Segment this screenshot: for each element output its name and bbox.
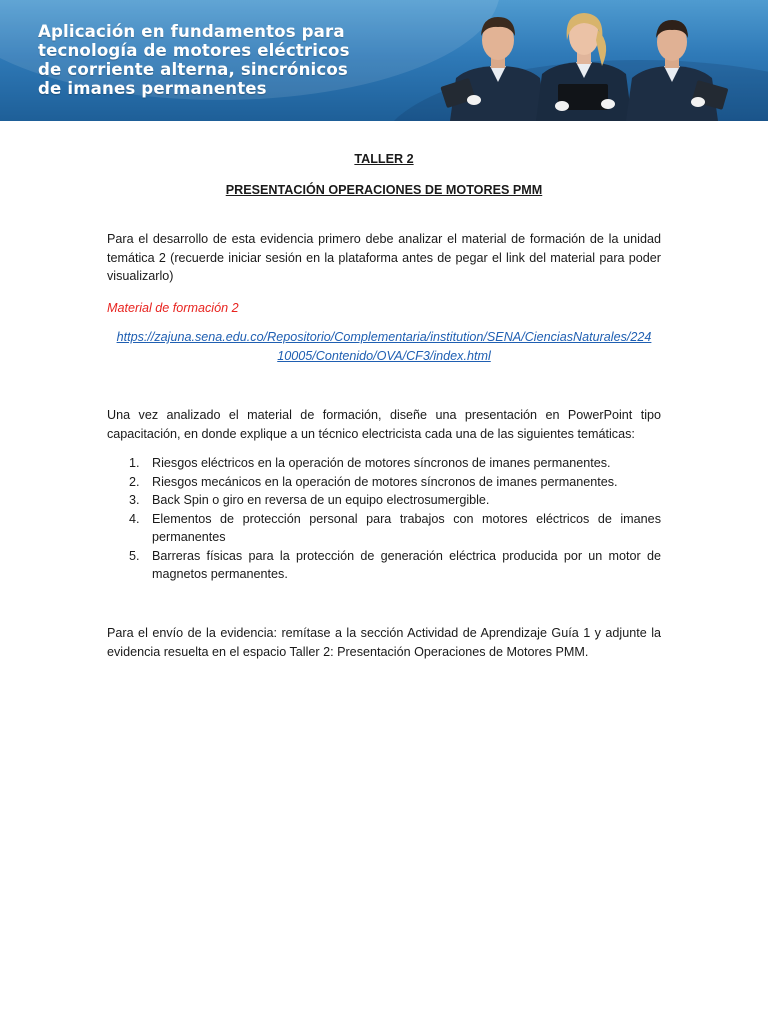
technician-figure — [536, 13, 632, 121]
list-item-text: Riesgos mecánicos en la operación de motores síncronos de imanes permanentes. — [152, 474, 618, 489]
list-item-text: Elementos de protección personal para trabajos con motores eléctricos de imanes permanentes — [152, 511, 661, 544]
list-item-number: 1. — [129, 456, 140, 470]
banner-title-line: tecnología de motores eléctricos — [38, 41, 350, 60]
document-subtitle: PRESENTACIÓN OPERACIONES DE MOTORES PMM — [225, 183, 543, 197]
list-item-text: Barreras físicas para la protección de generación eléctrica producida por un motor de magnetos permanentes. — [152, 548, 661, 581]
list-item — [107, 454, 661, 473]
topics-list — [107, 454, 661, 584]
list-item-text: Back Spin o giro en reversa de un equipo electrosumergible. — [152, 493, 490, 507]
material-link-line[interactable]: https://zajuna.sena.edu.co/Repositorio/Complementaria/institution/SENA/CienciasNaturales/224 — [116, 330, 652, 344]
instructions-paragraph: Una vez analizado el material de formación, diseñe una presentación en PowerPoint tipo capacitación, en donde explique a un técnico electricista cada una de las siguientes temáticas: — [107, 408, 661, 441]
closing-paragraph: Para el envío de la evidencia: remítase a la sección Actividad de Aprendizaje Guía 1 y adjunte la evidencia resuelta en el espacio Taller 2: Presentación Operaciones de Motores PMM. — [107, 626, 661, 659]
banner-title — [38, 22, 350, 98]
list-item-number: 3. — [129, 493, 140, 507]
list-item-number: 5. — [129, 548, 140, 563]
technician-figure — [440, 17, 546, 121]
intro-paragraph: Para el desarrollo de esta evidencia primero debe analizar el material de formación de la unidad temática 2 (recuerde iniciar sesión en la plataforma antes de pegar el link del material para poder visualizarlo) — [107, 232, 661, 283]
technicians-photo — [440, 0, 740, 121]
technician-figure — [626, 20, 728, 121]
list-item — [107, 473, 661, 492]
banner-title-line: Aplicación en fundamentos para — [38, 22, 345, 41]
list-item-number: 2. — [129, 474, 140, 489]
list-item-number: 4. — [129, 511, 140, 526]
banner-title-line: de imanes permanentes — [38, 79, 267, 98]
list-item — [107, 491, 661, 510]
material-label: Material de formación 2 — [107, 301, 239, 315]
list-item-text: Riesgos eléctricos en la operación de motores síncronos de imanes permanentes. — [152, 456, 611, 470]
document-title: TALLER 2 — [354, 152, 414, 166]
list-item — [107, 510, 661, 547]
header-banner — [0, 0, 768, 121]
material-link-line[interactable]: 10005/Contenido/OVA/CF3/index.html — [277, 348, 491, 363]
list-item — [107, 547, 661, 584]
banner-title-line: de corriente alterna, sincrónicos — [38, 60, 348, 79]
material-link[interactable] — [107, 328, 661, 365]
